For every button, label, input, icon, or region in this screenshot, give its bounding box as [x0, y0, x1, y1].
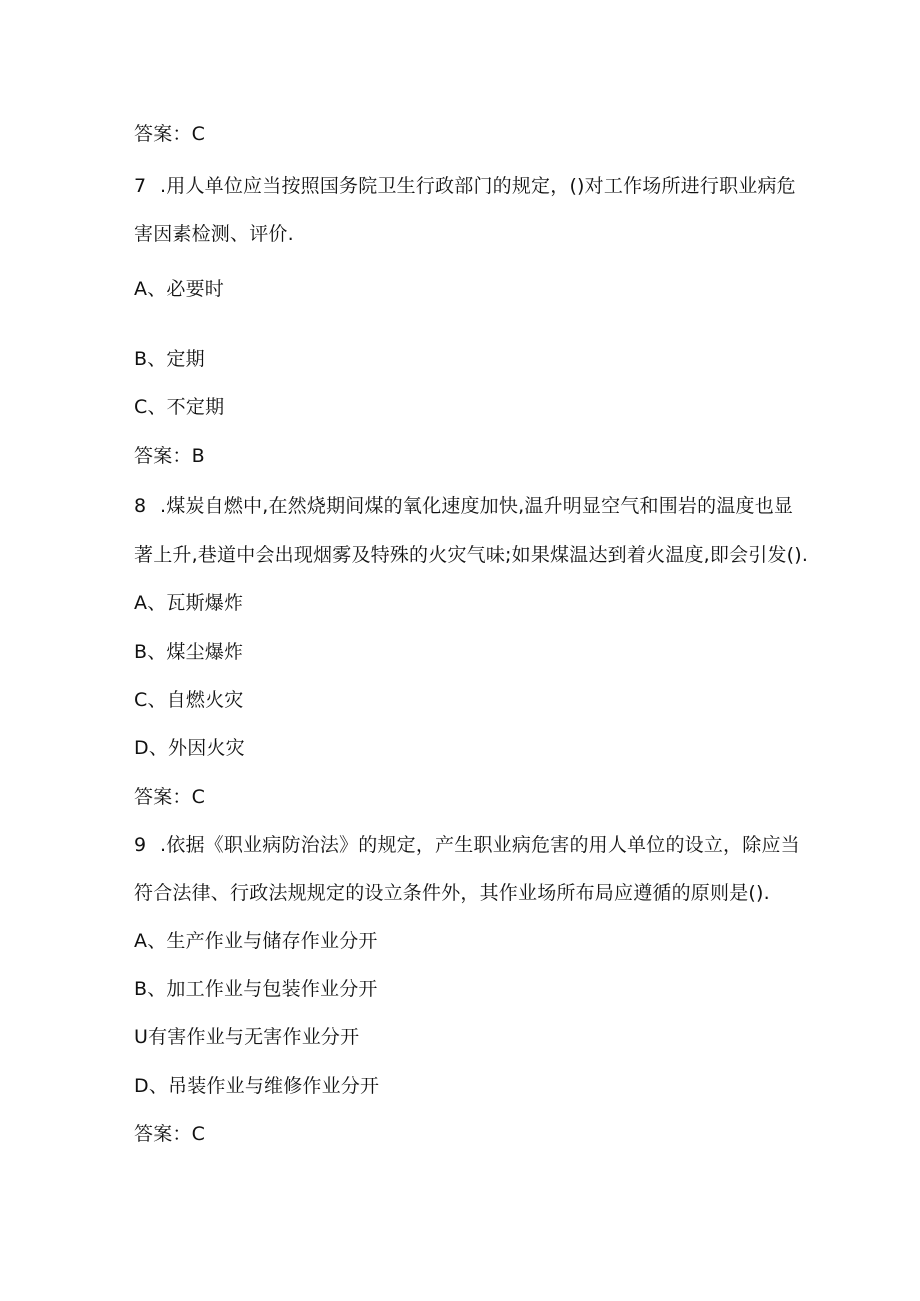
question-stem-text: .煤炭自燃中,在然烧期间煤的氧化速度加快,温升明显空气和围岩的温度也显 [160, 495, 794, 517]
question-stem [134, 494, 793, 518]
option: D、吊装作业与维修作业分开 [134, 1075, 380, 1097]
answer-line: 答案：B [134, 445, 205, 467]
question-stem-continuation: 害因素检测、评价. [134, 223, 294, 245]
question-stem-continuation: 著上升,巷道中会出现烟雾及特殊的火灾气味;如果煤温达到着火温度,即会引发(). [134, 544, 809, 566]
question-stem [134, 174, 796, 198]
question-stem-continuation: 符合法律、行政法规规定的设立条件外，其作业场所布局应遵循的原则是(). [134, 882, 770, 904]
question-stem-text: .用人单位应当按照国务院卫生行政部门的规定，()对工作场所进行职业病危 [160, 175, 796, 197]
option: D、外因火灾 [134, 737, 245, 759]
question-number: 9 [134, 834, 147, 856]
question-number: 8 [134, 495, 147, 517]
option: U有害作业与无害作业分开 [134, 1026, 360, 1048]
option: A、瓦斯爆炸 [134, 592, 244, 614]
question-stem-text: .依据《职业病防治法》的规定，产生职业病危害的用人单位的设立，除应当 [160, 834, 800, 856]
option: B、加工作业与包装作业分开 [134, 978, 378, 1000]
option: C、不定期 [134, 396, 225, 418]
question-number: 7 [134, 175, 147, 197]
option: B、定期 [134, 348, 205, 370]
option: A、必要时 [134, 278, 224, 300]
question-stem [134, 833, 800, 857]
option: A、生产作业与储存作业分开 [134, 930, 378, 952]
answer-line: 答案：C [134, 1123, 206, 1145]
answer-line: 答案：C [134, 123, 206, 145]
answer-line: 答案：C [134, 786, 206, 808]
option: C、自燃火灾 [134, 689, 244, 711]
option: B、煤尘爆炸 [134, 641, 244, 663]
